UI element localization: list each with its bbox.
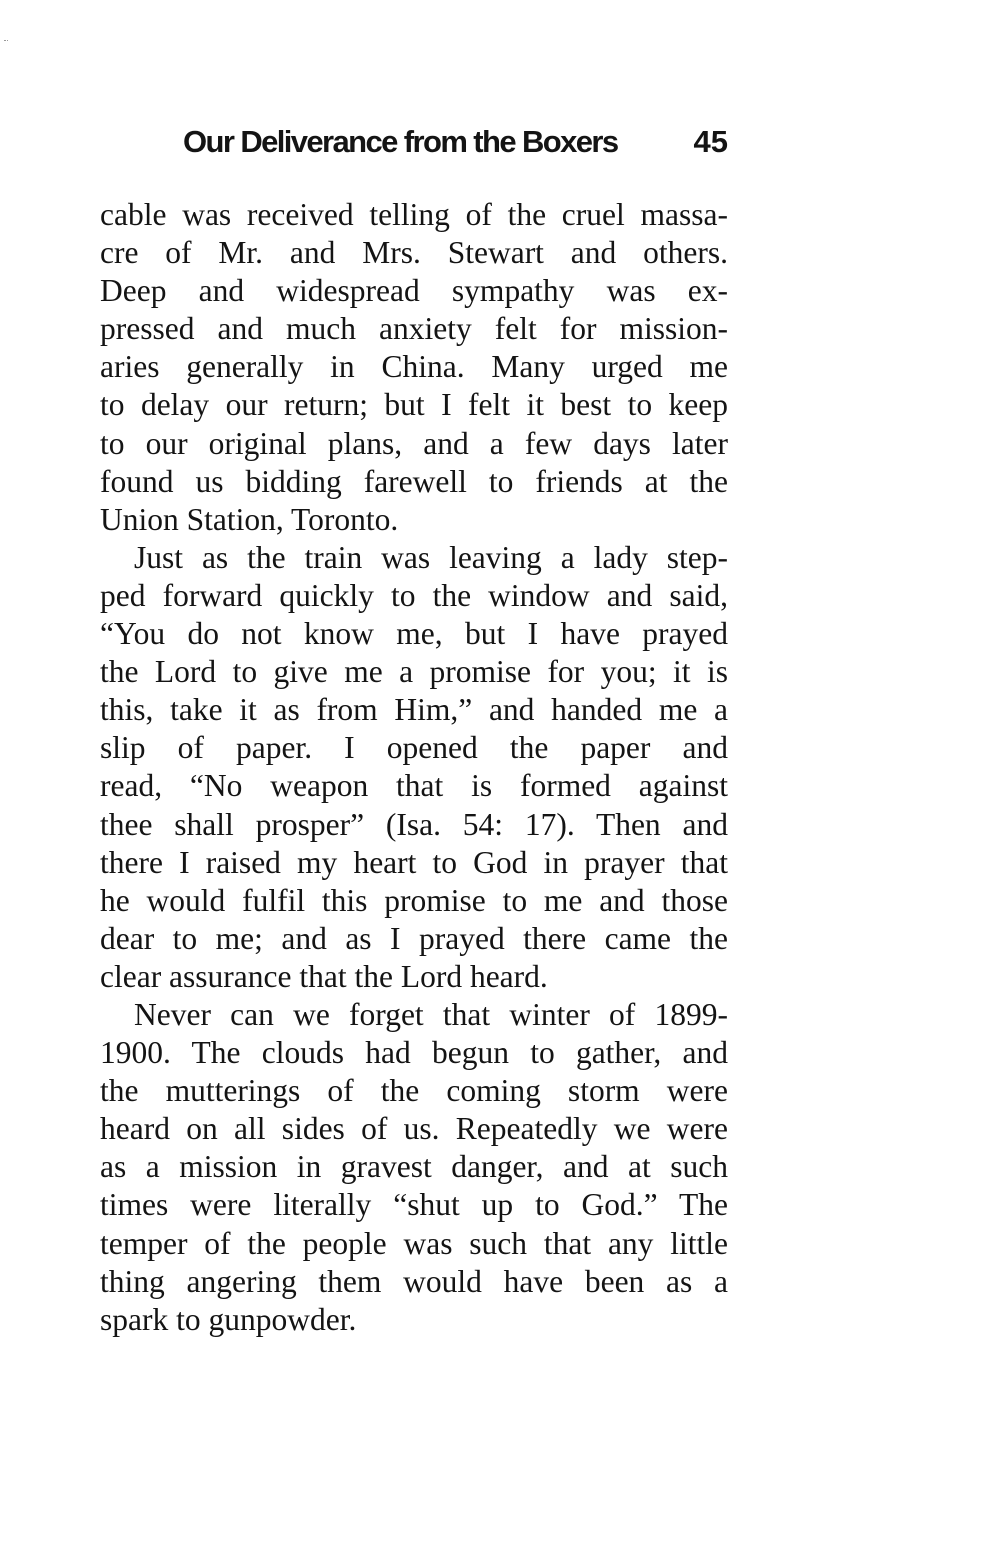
text-line: Deep and widespread sympathy was ex- xyxy=(100,273,728,309)
text-line: clear assurance that the Lord heard. xyxy=(100,958,548,994)
text-line: 1900. The clouds had begun to gather, and xyxy=(100,1035,728,1071)
text-line: pressed and much anxiety felt for mission- xyxy=(100,311,728,347)
running-title: Our Deliverance from the Boxers xyxy=(183,124,618,159)
text-line: he would fulfil this promise to me and those xyxy=(100,882,728,918)
text-line: Union Station, Toronto. xyxy=(100,501,399,537)
text-line: thing angering them would have been as a xyxy=(100,1263,728,1299)
text-line: there I raised my heart to God in prayer that xyxy=(100,844,728,880)
text-line: ped forward quickly to the window and said, xyxy=(100,577,728,613)
text-line: to our original plans, and a few days later xyxy=(100,425,728,461)
text-line: dear to me; and as I prayed there came the xyxy=(100,920,728,956)
paragraph-2 xyxy=(100,539,728,996)
text-line: slip of paper. I opened the paper and xyxy=(100,730,728,766)
text-line: heard on all sides of us. Repeatedly we were xyxy=(100,1111,728,1147)
text-line: the Lord to give me a promise for you; it is xyxy=(100,654,728,690)
running-head xyxy=(183,120,728,164)
text-line: this, take it as from Him,” and handed me a xyxy=(100,692,728,728)
text-line: as a mission in gravest danger, and at such xyxy=(100,1149,728,1185)
text-line: the mutterings of the coming storm were xyxy=(100,1073,728,1109)
text-line: Just as the train was leaving a lady step- xyxy=(134,539,728,575)
text-line: Never can we forget that winter of 1899- xyxy=(134,996,728,1032)
scan-speck xyxy=(4,40,8,44)
body-text xyxy=(100,196,728,1339)
text-line: to delay our return; but I felt it best to keep xyxy=(100,387,728,423)
text-line: found us bidding farewell to friends at the xyxy=(100,463,728,499)
paragraph-3 xyxy=(100,996,728,1339)
text-line: read, “No weapon that is formed against xyxy=(100,768,728,804)
page-number: 45 xyxy=(693,124,728,159)
text-line: thee shall prosper” (Isa. 54: 17). Then and xyxy=(100,806,728,842)
text-line: spark to gunpowder. xyxy=(100,1301,357,1337)
text-line: cable was received telling of the cruel massa- xyxy=(100,197,728,232)
text-line: times were literally “shut up to God.” The xyxy=(100,1187,728,1223)
text-line: cre of Mr. and Mrs. Stewart and others. xyxy=(100,235,728,271)
text-line: “You do not know me, but I have prayed xyxy=(100,616,728,652)
text-line: aries generally in China. Many urged me xyxy=(100,349,728,385)
paragraph-1 xyxy=(100,196,728,539)
text-line: temper of the people was such that any little xyxy=(100,1225,728,1261)
